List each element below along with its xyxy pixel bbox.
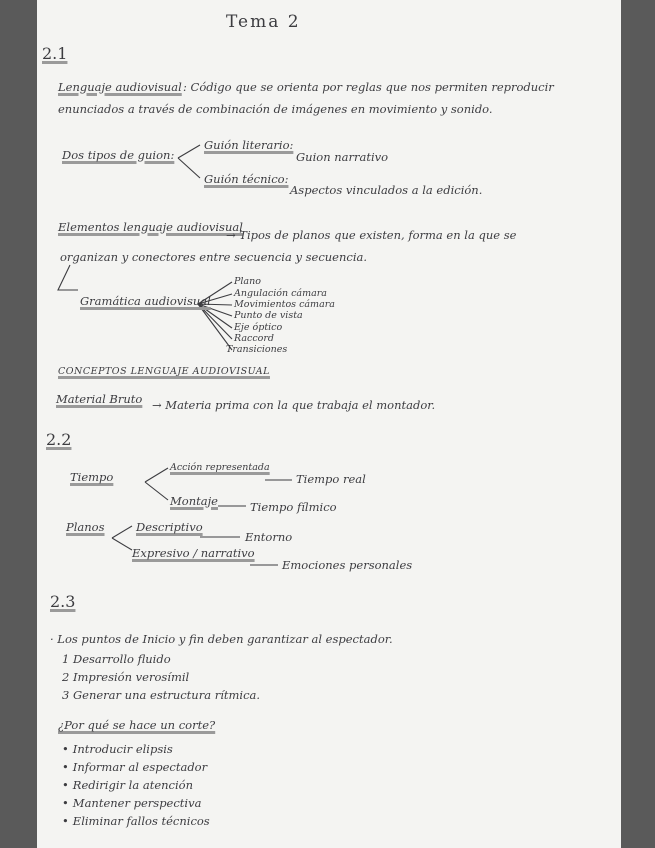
corte-bullet: • Introducir elipsis — [62, 742, 173, 756]
entorno: Entorno — [245, 530, 293, 544]
puntos-intro: · Los puntos de Inicio y fin deben garantizar al espectador. — [50, 632, 393, 646]
montaje: Montaje — [170, 494, 218, 508]
section-number-2-2: 2.2 — [46, 430, 72, 449]
section-number-2-3: 2.3 — [50, 592, 76, 611]
guion-literario-desc: Guion narrativo — [296, 150, 389, 164]
tiempo-real: Tiempo real — [296, 472, 366, 486]
gramatica-item: Movimientos cámara — [234, 299, 335, 310]
elementos-line-1: → Tipos de planos que existen, forma en la que se — [226, 228, 517, 242]
numbered-item: 3 Generar una estructura rítmica. — [62, 688, 261, 702]
corte-bullet: • Informar al espectador — [62, 760, 207, 774]
guion-label: Dos tipos de guion: — [62, 148, 175, 162]
material-bruto-desc: → Materia prima con la que trabaja el montador. — [152, 398, 436, 412]
guion-tecnico-desc: Aspectos vinculados a la edición. — [290, 183, 483, 197]
section-number-2-1: 2.1 — [42, 44, 68, 63]
gramatica-item: Eje óptico — [234, 322, 283, 333]
descriptivo: Descriptivo — [136, 520, 203, 534]
definition-line-1: : Código que se orienta por reglas que nos permiten reproducir — [183, 80, 554, 94]
definition-line-2: enunciados a través de combinación de imágenes en movimiento y sonido. — [58, 102, 493, 116]
tiempo-filmico: Tiempo fílmico — [250, 500, 337, 514]
numbered-item: 2 Impresión verosímil — [62, 670, 190, 684]
gramatica-item: Transiciones — [226, 344, 288, 355]
corte-bullet: • Mantener perspectiva — [62, 796, 201, 810]
term-elementos: Elementos lenguaje audiovisual — [58, 220, 243, 234]
gramatica-label: Gramática audiovisual — [80, 294, 211, 308]
tiempo-label: Tiempo — [70, 470, 114, 484]
gramatica-item: Raccord — [234, 333, 275, 344]
gramatica-item: Plano — [234, 276, 261, 287]
guion-tecnico: Guión técnico: — [204, 172, 289, 186]
corte-question: ¿Por qué se hace un corte? — [58, 718, 216, 732]
elementos-line-2: organizan y conectores entre secuencia y secuencia. — [60, 250, 368, 264]
numbered-item: 1 Desarrollo fluido — [62, 652, 171, 666]
corte-bullet: • Eliminar fallos técnicos — [62, 814, 210, 828]
page-title: Tema 2 — [226, 12, 301, 32]
emociones-personales: Emociones personales — [282, 558, 413, 572]
gramatica-item: Punto de vista — [234, 310, 303, 321]
accion-representada: Acción representada — [170, 462, 270, 473]
term-lenguaje-audiovisual: Lenguaje audiovisual — [58, 80, 182, 94]
planos-label: Planos — [66, 520, 105, 534]
corte-bullet: • Redirigir la atención — [62, 778, 193, 792]
guion-literario: Guión literario: — [204, 138, 294, 152]
gramatica-item: Angulación cámara — [234, 288, 327, 299]
conceptos-heading: CONCEPTOS LENGUAJE AUDIOVISUAL — [58, 366, 270, 377]
expresivo-narrativo: Expresivo / narrativo — [132, 546, 255, 560]
term-material-bruto: Material Bruto — [56, 392, 143, 406]
